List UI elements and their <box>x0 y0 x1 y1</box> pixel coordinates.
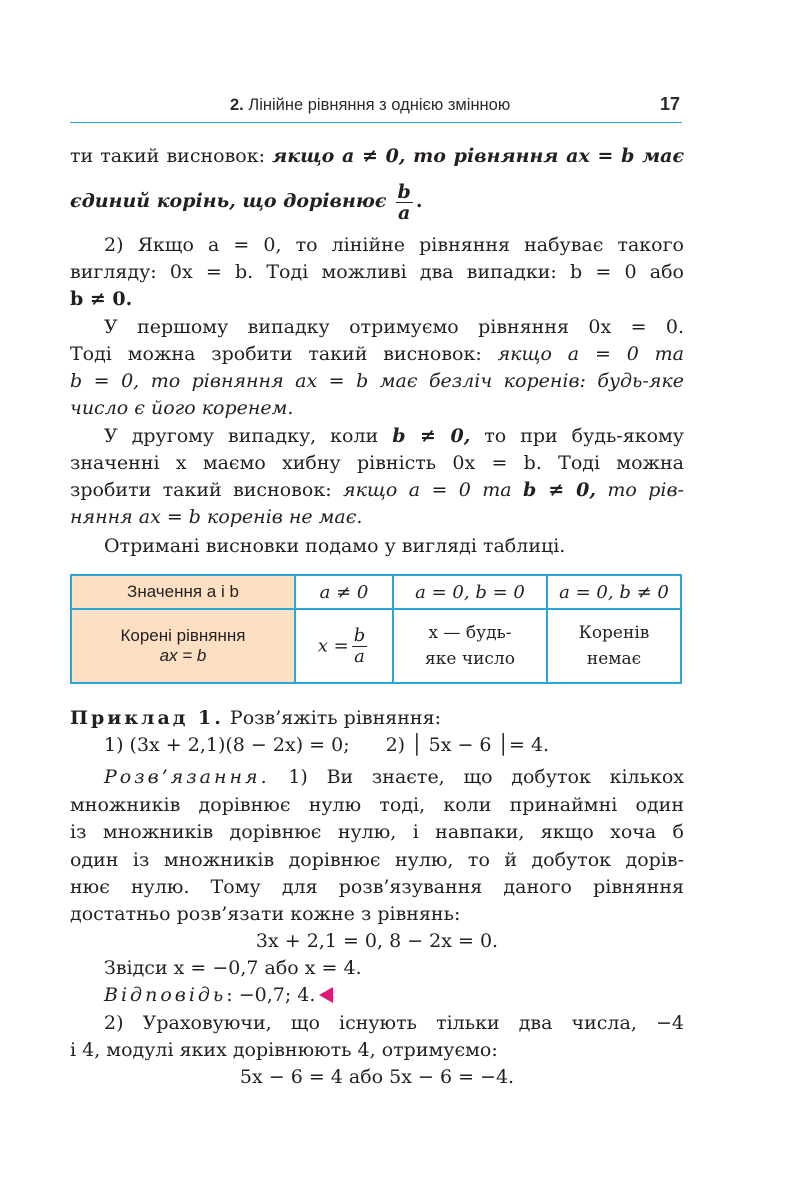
equation: 2) │ 5x − 6 │= 4. <box>385 734 550 756</box>
fraction-denominator: a <box>354 645 365 667</box>
answer-line <box>70 983 718 1007</box>
section-title-text: Лінійне рівняння з однією змінною <box>248 96 511 114</box>
text-line: достатньо розв’язати кожне з рівнянь: <box>70 903 461 925</box>
text-line: b = 0, то рівняння ax = b має безліч коренів: будь-яке <box>70 370 684 392</box>
text-run: ти такий висновок: <box>70 145 273 167</box>
example-task: Розв’яжіть рівняння: <box>223 707 441 729</box>
text-line: 2) Якщо a = 0, то лінійне рівняння набуває такого <box>104 234 684 256</box>
equation-line: 3x + 2,1 = 0, 8 − 2x = 0. <box>255 930 499 952</box>
answer-label: Відповідь <box>104 984 227 1006</box>
text-run: . <box>415 190 423 212</box>
text-run: то рівняння ax = b має <box>405 145 685 167</box>
table-header-cell <box>71 609 295 683</box>
text-run: зробити такий висновок: <box>70 479 343 501</box>
text-run: якщо a = 0 та <box>497 343 684 365</box>
table-cell: a ≠ 0 <box>295 575 393 609</box>
text-run: єдиний корінь, що дорівнює <box>70 190 387 212</box>
text-line: У першому випадку отримуємо рівняння 0x = 0. <box>104 316 684 338</box>
text-run: 1) Ви знаєте, що добуток кількох <box>269 766 684 788</box>
text-run: то рів- <box>596 479 684 501</box>
table-cell-line: яке число <box>425 649 515 669</box>
text-run: a ≠ 0, <box>342 145 406 167</box>
table-cell-line: Коренів <box>578 623 650 643</box>
text-line: 2) Ураховуючи, що існують тільки два числа, −4 <box>104 1012 684 1034</box>
table-header-line: ax = b <box>159 646 207 665</box>
page-header <box>70 92 682 123</box>
text-line: няння ax = b коренів не має. <box>70 506 363 528</box>
fraction-denominator: a <box>398 201 411 224</box>
table-cell <box>547 609 681 683</box>
text-line: множників дорівнює нулю тоді, коли принаймні один <box>70 794 684 816</box>
table-cell: a = 0, b = 0 <box>393 575 547 609</box>
text-run: b ≠ 0, <box>523 479 597 501</box>
text-line <box>70 765 684 789</box>
answer-value: : −0,7; 4. <box>226 984 316 1006</box>
text-run: b ≠ 0, <box>392 425 471 447</box>
table-cell-line: x — будь- <box>428 623 512 643</box>
text-run: якщо a = 0 та <box>342 479 524 501</box>
table-row <box>71 609 681 683</box>
text-line <box>70 144 684 168</box>
example-equations <box>70 733 718 757</box>
text-line <box>70 478 684 502</box>
text-run: x = <box>317 635 349 656</box>
text-line: нює нулю. Тому для розв’язування даного рівняння <box>70 876 684 898</box>
table-header-line: Корені рівняння <box>120 626 246 645</box>
table-row <box>71 575 681 609</box>
equation: 1) (3x + 2,1)(8 − 2x) = 0; <box>104 734 350 756</box>
example-label: Приклад 1. <box>70 707 224 729</box>
text-line: Звідси x = −0,7 або x = 4. <box>104 957 362 979</box>
text-line: значенні x маємо хибну рівність 0x = b. Тоді можна <box>70 452 684 474</box>
text-line: число є його коренем. <box>70 397 294 419</box>
text-line <box>70 176 684 226</box>
text-line: b ≠ 0. <box>70 288 133 310</box>
fraction <box>352 626 368 667</box>
text-line: один із множників дорівнює нулю, то й добуток дорів- <box>70 849 684 871</box>
end-marker-icon <box>319 987 333 1003</box>
section-title <box>230 96 510 115</box>
text-run: то при будь-якому <box>470 425 684 447</box>
equation-line: 5x − 6 = 4 або 5x − 6 = −4. <box>239 1066 515 1088</box>
fraction-numerator: b <box>353 624 366 646</box>
text-run: якщо <box>272 145 343 167</box>
text-line: Отримані висновки подамо у вигляді таблиці. <box>104 535 566 557</box>
table-cell: a = 0, b ≠ 0 <box>547 575 681 609</box>
conclusions-table <box>70 574 682 684</box>
fraction-numerator: b <box>397 180 411 203</box>
table-cell-line: немає <box>586 649 642 669</box>
text-run: Тоді можна зробити такий висновок: <box>70 343 498 365</box>
example-title <box>70 706 684 730</box>
text-line <box>70 424 684 448</box>
text-line <box>70 342 684 366</box>
fraction <box>396 182 413 223</box>
page-number: 17 <box>659 94 680 114</box>
section-number: 2. <box>230 96 244 114</box>
table-header-cell: Значення a і b <box>71 575 295 609</box>
text-run: У другому випадку, коли <box>104 425 393 447</box>
table-cell <box>295 609 393 683</box>
text-line: із множників дорівнює нулю, і навпаки, якщо хоча б <box>70 821 684 843</box>
solution-label: Розв’язання. <box>104 766 270 788</box>
text-line: і 4, модулі яких дорівнюють 4, отримуємо: <box>70 1039 498 1061</box>
text-line: вигляду: 0x = b. Тоді можливі два випадки: b = 0 або <box>70 261 684 283</box>
table-cell <box>393 609 547 683</box>
